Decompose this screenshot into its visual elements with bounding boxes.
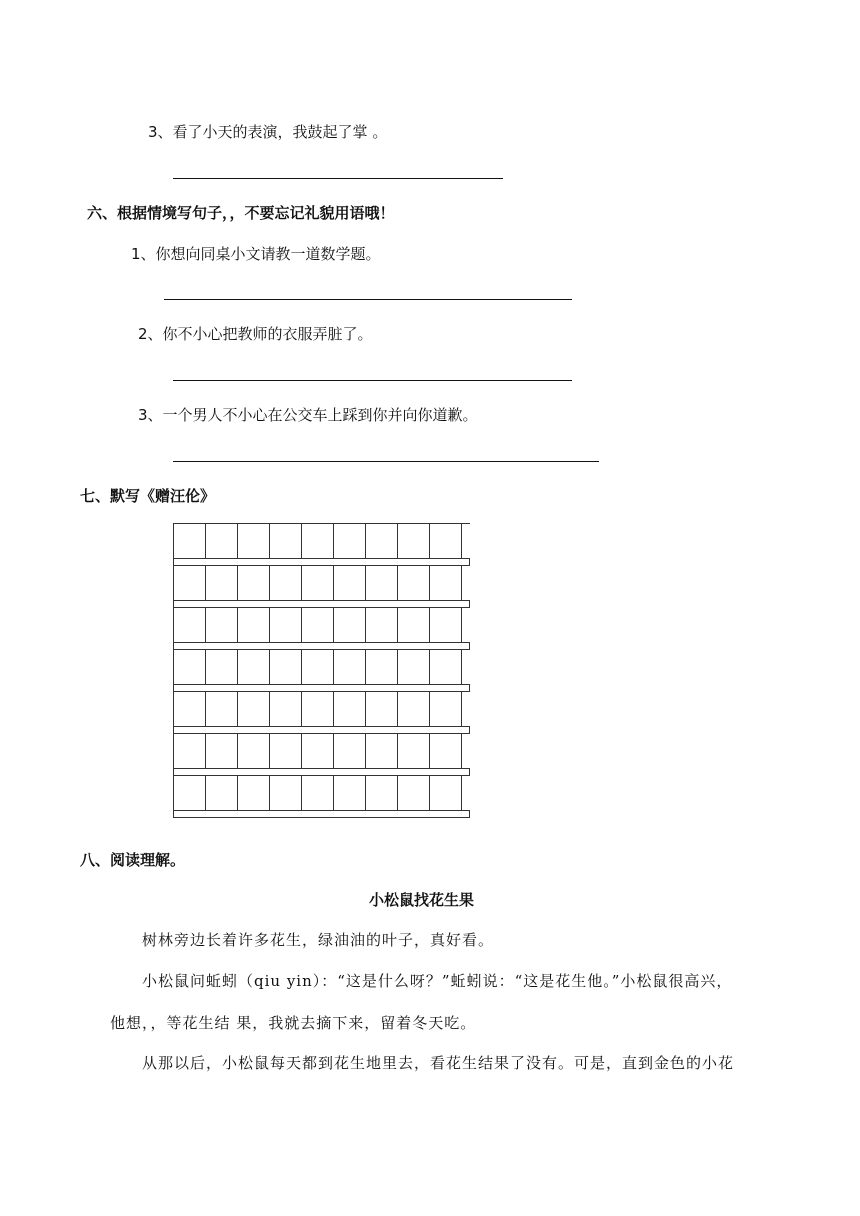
grid-cell[interactable] — [398, 776, 430, 810]
grid-cell[interactable] — [238, 524, 270, 558]
answer-line-5-3[interactable] — [173, 178, 503, 179]
grid-cell[interactable] — [334, 776, 366, 810]
grid-cell[interactable] — [366, 566, 398, 600]
grid-cell[interactable] — [366, 692, 398, 726]
grid-cell[interactable] — [174, 566, 206, 600]
grid-cell[interactable] — [238, 608, 270, 642]
grid-cell[interactable] — [206, 776, 238, 810]
grid-row — [174, 775, 470, 810]
grid-cell[interactable] — [366, 776, 398, 810]
grid-cell[interactable] — [174, 524, 206, 558]
grid-cell[interactable] — [334, 608, 366, 642]
grid-row-separator — [174, 600, 470, 607]
grid-cell[interactable] — [366, 650, 398, 684]
question-5-3: 3、看了小天的表演，我鼓起了掌 。 — [148, 123, 388, 141]
grid-row-separator — [174, 642, 470, 649]
grid-cell[interactable] — [334, 650, 366, 684]
grid-row — [174, 691, 470, 726]
grid-cell[interactable] — [430, 734, 462, 768]
grid-row — [174, 733, 470, 768]
grid-row — [174, 649, 470, 684]
grid-cell[interactable] — [398, 524, 430, 558]
grid-cell[interactable] — [302, 608, 334, 642]
grid-cell[interactable] — [238, 566, 270, 600]
grid-cell[interactable] — [206, 734, 238, 768]
grid-cell[interactable] — [270, 566, 302, 600]
grid-cell[interactable] — [398, 734, 430, 768]
grid-row-separator — [174, 558, 470, 565]
grid-cell[interactable] — [174, 650, 206, 684]
grid-cell[interactable] — [334, 524, 366, 558]
grid-cell[interactable] — [430, 692, 462, 726]
grid-cell[interactable] — [238, 734, 270, 768]
grid-cell[interactable] — [206, 566, 238, 600]
answer-line-6-2[interactable] — [173, 380, 572, 381]
grid-cell[interactable] — [270, 524, 302, 558]
grid-cell[interactable] — [270, 692, 302, 726]
passage-paragraph-4: 从那以后，小松鼠每天都到花生地里去，看花生结果了没有。可是，直到金色的小花 — [142, 1054, 735, 1072]
grid-cell[interactable] — [430, 650, 462, 684]
passage-paragraph-2: 小松鼠问蚯蚓（qiu yin）：“这是什么呀？”蚯蚓说：“这是花生他。”小松鼠很高兴， — [142, 972, 733, 990]
grid-cell[interactable] — [174, 734, 206, 768]
section-6-heading: 六、根据情境写句子，，不要忘记礼貌用语哦！ — [87, 204, 395, 222]
passage-paragraph-1: 树林旁边长着许多花生，绿油油的叶子，真好看。 — [142, 931, 495, 949]
grid-cell[interactable] — [366, 734, 398, 768]
grid-cell[interactable] — [366, 608, 398, 642]
grid-cell[interactable] — [302, 650, 334, 684]
passage-title: 小松鼠找花生果 — [369, 891, 475, 909]
section-8-heading: 八、阅读理解。 — [80, 851, 186, 869]
grid-cell[interactable] — [270, 650, 302, 684]
grid-cell[interactable] — [174, 608, 206, 642]
grid-cell[interactable] — [398, 566, 430, 600]
question-6-3: 3、一个男人不小心在公交车上踩到你并向你道歉。 — [138, 406, 478, 424]
grid-row — [174, 607, 470, 642]
grid-bottom-border — [174, 817, 470, 818]
grid-cell[interactable] — [270, 776, 302, 810]
grid-row-separator — [174, 768, 470, 775]
question-6-1: 1、你想向同桌小文请教一道数学题。 — [131, 245, 381, 263]
grid-cell[interactable] — [334, 734, 366, 768]
grid-cell[interactable] — [302, 566, 334, 600]
grid-cell[interactable] — [334, 566, 366, 600]
grid-row-separator — [174, 810, 470, 817]
grid-cell[interactable] — [206, 524, 238, 558]
grid-cell[interactable] — [206, 692, 238, 726]
grid-row-separator — [174, 726, 470, 733]
grid-cell[interactable] — [206, 650, 238, 684]
grid-row — [174, 565, 470, 600]
section-7-heading: 七、默写《赠汪伦》 — [80, 487, 216, 505]
grid-cell[interactable] — [238, 692, 270, 726]
grid-cell[interactable] — [302, 776, 334, 810]
question-6-2: 2、你不小心把教师的衣服弄脏了。 — [138, 325, 373, 343]
grid-cell[interactable] — [366, 524, 398, 558]
grid-cell[interactable] — [270, 608, 302, 642]
grid-cell[interactable] — [270, 734, 302, 768]
grid-cell[interactable] — [174, 776, 206, 810]
answer-line-6-1[interactable] — [164, 299, 572, 300]
passage-paragraph-3: 他想，，等花生结 果，我就去摘下来，留着冬天吃。 — [110, 1014, 477, 1032]
grid-cell[interactable] — [430, 608, 462, 642]
grid-cell[interactable] — [302, 734, 334, 768]
answer-line-6-3[interactable] — [173, 461, 599, 462]
grid-row — [174, 523, 470, 558]
grid-row-separator — [174, 684, 470, 691]
grid-cell[interactable] — [302, 692, 334, 726]
grid-cell[interactable] — [206, 608, 238, 642]
grid-cell[interactable] — [398, 650, 430, 684]
grid-cell[interactable] — [302, 524, 334, 558]
grid-cell[interactable] — [430, 524, 462, 558]
grid-cell[interactable] — [398, 608, 430, 642]
grid-cell[interactable] — [334, 692, 366, 726]
grid-cell[interactable] — [238, 650, 270, 684]
grid-cell[interactable] — [430, 776, 462, 810]
grid-cell[interactable] — [238, 776, 270, 810]
grid-cell[interactable] — [174, 692, 206, 726]
grid-cell[interactable] — [398, 692, 430, 726]
grid-cell[interactable] — [430, 566, 462, 600]
writing-grid[interactable] — [173, 523, 470, 818]
